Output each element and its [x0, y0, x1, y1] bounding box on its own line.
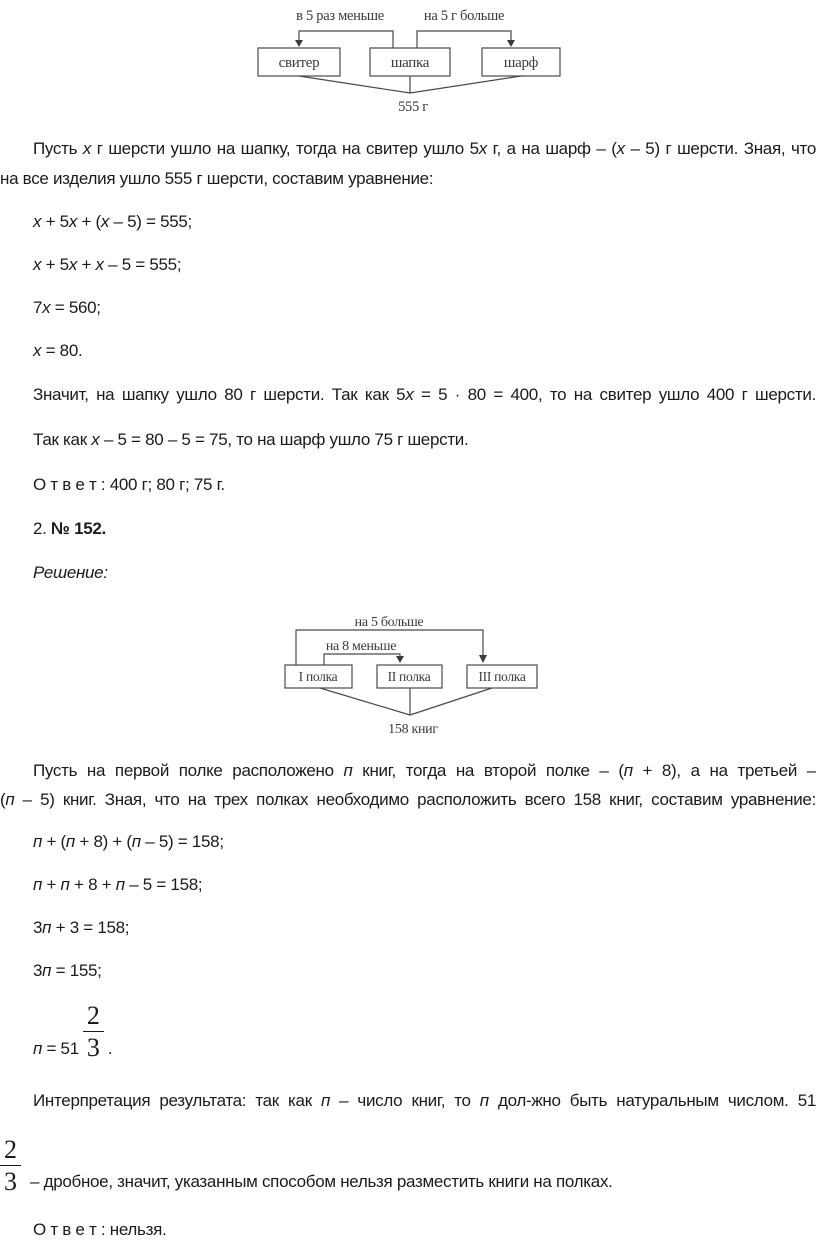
interpretation-text: – дробное, значит, указанным способом нельзя разместить книги на полках. [30, 1172, 613, 1192]
solution-label: Решение: [33, 563, 108, 582]
fraction-two-thirds [83, 1002, 104, 1062]
paragraph-line: (п – 5) книг. Зная, что на трех полках необходимо расположить всего 158 книг, составим уравнение: [0, 790, 816, 809]
result-with-fraction [0, 1002, 816, 1062]
box-scarf-label: шарф [503, 55, 539, 71]
diagram1-label-left: в 5 раз меньше [296, 8, 384, 24]
fraction-denominator: 3 [4, 1166, 17, 1196]
converge-lines-2 [320, 688, 492, 715]
fraction-two-thirds [0, 1136, 21, 1196]
diagram-wool-problem [0, 0, 816, 118]
fraction-bar [83, 1031, 104, 1032]
answer-151: О т в е т : 400 г; 80 г; 75 г. [33, 475, 225, 494]
equation-2: x + 5x + x – 5 = 555; [33, 255, 182, 274]
arrowhead-shelf2 [396, 656, 404, 663]
diagram2-label-mid: на 8 меньше [325, 639, 397, 654]
arrowhead-scarf [507, 40, 515, 47]
paragraph-line: Пусть x г шерсти ушло на шапку, тогда на свитер ушло 5x г, а на шарф – (x – 5) г шерсти. Зная, что [33, 139, 816, 158]
problem152-paragraph [0, 756, 816, 814]
result-suffix: . [107, 1038, 113, 1058]
equation-5: п + (п + 8) + (п – 5) = 158; [33, 832, 224, 851]
equation-3: 7x = 560; [33, 298, 101, 317]
arrow-shelf1-to-shelf2 [324, 654, 400, 665]
result-prefix: п = 51 [33, 1038, 79, 1058]
paragraph-line: на все изделия ушло 555 г шерсти, составим уравнение: [0, 169, 434, 188]
fraction-numerator: 2 [4, 1134, 17, 1164]
problem152-heading: 2. № 152. [33, 519, 106, 538]
conclusion-scarf: Так как x – 5 = 80 – 5 = 75, то на шарф ушло 75 г шерсти. [33, 430, 469, 449]
box-shelf2-label: II полка [387, 669, 431, 684]
box-shelf1-label: I полка [298, 669, 338, 684]
equation-1: x + 5x + (x – 5) = 555; [33, 212, 192, 231]
interpretation-line2 [0, 1136, 816, 1196]
fraction-bar [0, 1165, 21, 1166]
diagram1-label-right: на 5 г больше [423, 8, 505, 24]
box-hat-label: шапка [390, 55, 430, 71]
equation-7: 3п + 3 = 158; [33, 918, 130, 937]
arrow-hat-to-sweater [299, 31, 393, 48]
equation-8: 3п = 155; [33, 961, 102, 980]
diagram2-total-label: 158 книг [388, 722, 438, 737]
equation-4: x = 80. [33, 341, 83, 360]
box-sweater-label: свитер [278, 55, 320, 71]
paragraph-line: Пусть на первой полке расположено п книг, тогда на второй полке – (п + 8), а на третьей – [33, 761, 816, 780]
arrow-hat-to-scarf [417, 31, 511, 48]
diagram2-label-top: на 5 больше [354, 615, 424, 630]
diagram-shelves-problem [0, 605, 816, 740]
arrowhead-shelf3 [479, 655, 487, 663]
answer-152: О т в е т : нельзя. [33, 1220, 167, 1240]
converge-lines-1 [299, 76, 521, 93]
box-shelf3-label: III полка [478, 669, 526, 684]
diagram1-total-label: 555 г [398, 99, 428, 115]
interpretation-line1: Интерпретация результата: так как п – число книг, то п дол-жно быть натуральным числом. 51 [33, 1090, 816, 1110]
fraction-denominator: 3 [86, 1033, 100, 1063]
problem151-paragraph [0, 134, 816, 194]
arrowhead-sweater [295, 40, 303, 47]
fraction-numerator: 2 [86, 1001, 100, 1030]
conclusion-sweater: Значит, на шапку ушло 80 г шерсти. Так как 5x = 5 · 80 = 400, то на свитер ушло 400 г шерсти. [33, 385, 816, 404]
equation-6: п + п + 8 + п – 5 = 158; [33, 875, 203, 894]
